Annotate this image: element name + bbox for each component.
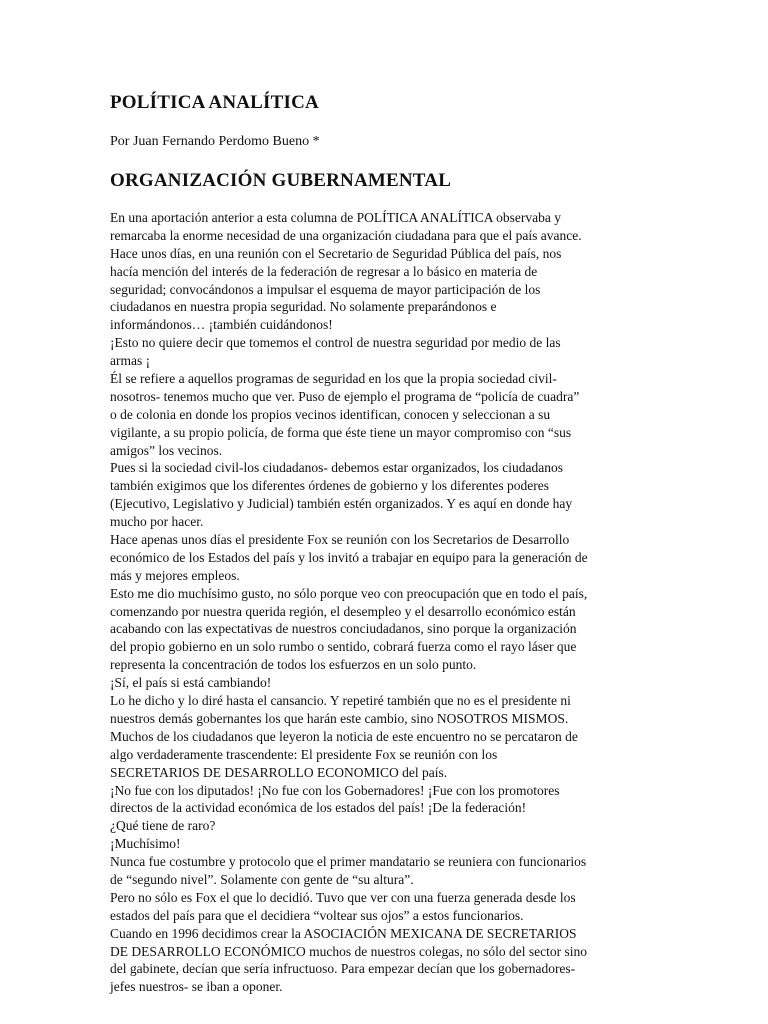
body-line: acabando con las expectativas de nuestros conciudadanos, sino porque la organización xyxy=(110,621,577,637)
body-line: amigos” los vecinos. xyxy=(110,442,223,458)
body-line: del propio gobierno en un solo rumbo o sentido, cobrará fuerza como el rayo láser que xyxy=(110,639,577,655)
body-line: de “segundo nivel”. Solamente con gente de “su altura”. xyxy=(110,871,414,887)
body-line: económico de los Estados del país y los invitó a trabajar en equipo para la generación de xyxy=(110,549,588,565)
body-line: Cuando en 1996 decidimos crear la ASOCIACIÓN MEXICANA DE SECRETARIOS xyxy=(110,925,577,941)
body-line: ¡No fue con los diputados! ¡No fue con los Gobernadores! ¡Fue con los promotores xyxy=(110,782,560,798)
body-line: DE DESARROLLO ECONÓMICO muchos de nuestros colegas, no sólo del sector sino xyxy=(110,943,587,959)
body-line: nosotros- tenemos mucho que ver. Puso de ejemplo el programa de “policía de cuadra” xyxy=(110,388,580,404)
body-line: ¡Sí, el país si está cambiando! xyxy=(110,675,272,691)
body-text xyxy=(110,209,666,996)
body-line: hacía mención del interés de la federación de regresar a lo básico en materia de xyxy=(110,263,538,279)
body-line: jefes nuestros- se iban a oponer. xyxy=(110,979,283,995)
body-line: vigilante, a su propio policía, de forma que éste tiene un mayor compromiso con “sus xyxy=(110,424,572,440)
body-line: ¿Qué tiene de raro? xyxy=(110,818,216,834)
body-line: Esto me dio muchísimo gusto, no sólo porque veo con preocupación que en todo el país, xyxy=(110,585,588,601)
body-line: ciudadanos en nuestra propia seguridad. No solamente preparándonos e xyxy=(110,299,497,315)
body-line: del gabinete, decían que sería infructuoso. Para empezar decían que los gobernadores- xyxy=(110,961,576,977)
body-line: seguridad; convocándonos a impulsar el esquema de mayor participación de los xyxy=(110,281,541,297)
body-line: Muchos de los ciudadanos que leyeron la noticia de este encuentro no se percataron de xyxy=(110,728,578,744)
body-line: En una aportación anterior a esta columna de POLÍTICA ANALÍTICA observaba y xyxy=(110,210,561,225)
body-line: mucho por hacer. xyxy=(110,514,204,530)
section-heading: ORGANIZACIÓN GUBERNAMENTAL xyxy=(110,170,452,191)
body-line: algo verdaderamente trascendente: El presidente Fox se reunión con los xyxy=(110,746,498,762)
body-line: (Ejecutivo, Legislativo y Judicial) también estén organizados. Y es aquí en donde hay xyxy=(110,496,573,512)
body-line: nuestros demás gobernantes los que harán este cambio, sino NOSOTROS MISMOS. xyxy=(110,710,569,726)
body-line: remarcaba la enorme necesidad de una organización ciudadana para que el país avance. xyxy=(110,227,582,243)
body-line: Pues si la sociedad civil-los ciudadanos- debemos estar organizados, los ciudadanos xyxy=(110,460,564,476)
body-line: estados del país para que el decidiera “voltear sus ojos” a estos funcionarios. xyxy=(110,907,524,923)
body-line: informándonos… ¡también cuidándonos! xyxy=(110,317,333,333)
body-line: representa la concentración de todos los esfuerzos en un solo punto. xyxy=(110,657,477,673)
body-line: también exigimos que los diferentes órdenes de gobierno y los diferentes poderes xyxy=(110,478,550,494)
body-line: directos de la actividad económica de los estados del país! ¡De la federación! xyxy=(110,800,527,816)
author-byline: Por Juan Fernando Perdomo Bueno * xyxy=(110,134,320,149)
body-line: Nunca fue costumbre y protocolo que el primer mandatario se reuniera con funcionarios xyxy=(110,854,587,870)
body-line: ¡Muchísimo! xyxy=(110,836,181,852)
body-line: Hace apenas unos días el presidente Fox se reunión con los Secretarios de Desarrollo xyxy=(110,532,570,548)
body-line: Hace unos días, en una reunión con el Secretario de Seguridad Pública del país, nos xyxy=(110,245,562,261)
body-line: o de colonia en donde los propios vecinos identifican, conocen y seleccionan a su xyxy=(110,406,551,422)
body-line: Pero no sólo es Fox el que lo decidió. Tuvo que ver con una fuerza generada desde los xyxy=(110,889,576,905)
body-line: SECRETARIOS DE DESARROLLO ECONOMICO del país. xyxy=(110,764,448,780)
body-line: armas ¡ xyxy=(110,353,151,369)
body-line: Él se refiere a aquellos programas de seguridad en los que la propia sociedad civil- xyxy=(110,371,557,387)
body-line: Lo he dicho y lo diré hasta el cansancio. Y repetiré también que no es el presidente ni xyxy=(110,693,571,709)
body-line: más y mejores empleos. xyxy=(110,567,240,583)
body-line: comenzando por nuestra querida región, el desempleo y el desarrollo económico están xyxy=(110,603,576,619)
body-line: ¡Esto no quiere decir que tomemos el control de nuestra seguridad por medio de las xyxy=(110,335,561,351)
column-title: POLÍTICA ANALÍTICA xyxy=(110,92,319,113)
